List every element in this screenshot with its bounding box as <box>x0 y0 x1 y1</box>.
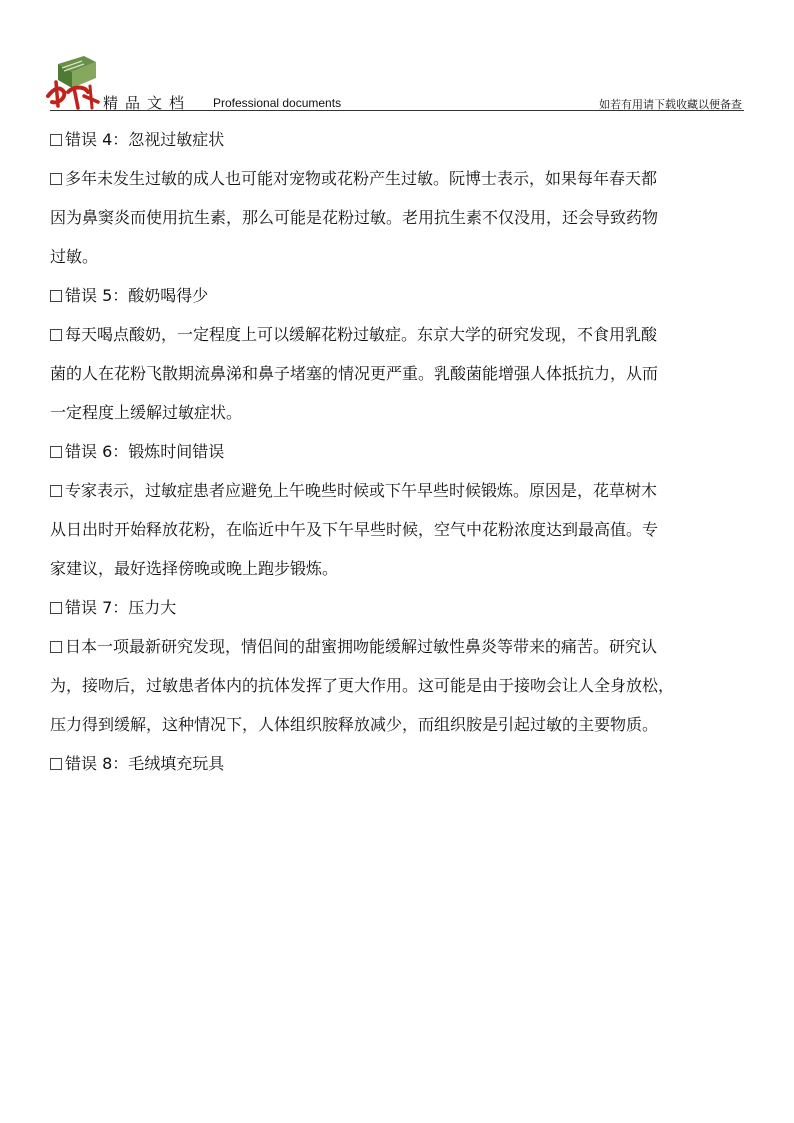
paragraph-line: 过敏。 <box>50 247 99 266</box>
checkbox-bullet-icon <box>50 485 62 497</box>
paragraph-line: 日本一项最新研究发现，情侣间的甜蜜拥吻能缓解过敏性鼻炎等带来的痛苦。研究认 <box>50 627 762 666</box>
checkbox-bullet-icon <box>50 758 62 770</box>
heading-error-7: 错误 7：压力大 <box>50 588 762 627</box>
checkbox-bullet-icon <box>50 446 62 458</box>
page-header <box>0 0 794 112</box>
paragraph-line: 菌的人在花粉飞散期流鼻涕和鼻子堵塞的情况更严重。乳酸菌能增强人体抵抗力，从而 <box>50 364 659 383</box>
brand-subtitle: Professional documents <box>213 96 342 110</box>
paragraph-line: 因为鼻窦炎而使用抗生素，那么可能是花粉过敏。老用抗生素不仅没用，还会导致药物 <box>50 208 659 227</box>
paragraph-line: 多年未发生过敏的成人也可能对宠物或花粉产生过敏。阮博士表示，如果每年春天都 <box>50 159 762 198</box>
paragraph-line: 为，接吻后，过敏患者体内的抗体发挥了更大作用。这可能是由于接吻会让人全身放松， <box>50 676 675 695</box>
checkbox-bullet-icon <box>50 602 62 614</box>
checkbox-bullet-icon <box>50 290 62 302</box>
checkbox-bullet-icon <box>50 134 62 146</box>
paragraph-line: 家建议，最好选择傍晚或晚上跑步锻炼。 <box>50 559 339 578</box>
checkbox-bullet-icon <box>50 173 62 185</box>
header-divider <box>50 110 744 111</box>
checkbox-bullet-icon <box>50 329 62 341</box>
paragraph-line: 从日出时开始释放花粉，在临近中午及下午早些时候，空气中花粉浓度达到最高值。专 <box>50 520 659 539</box>
heading-error-4: 错误 4：忽视过敏症状 <box>50 120 762 159</box>
paragraph-line: 一定程度上缓解过敏症状。 <box>50 403 243 422</box>
document-body <box>50 120 762 783</box>
paragraph-line: 专家表示，过敏症患者应避免上午晚些时候或下午早些时候锻炼。原因是，花草树木 <box>50 471 762 510</box>
checkbox-bullet-icon <box>50 641 62 653</box>
brand-title: 精品文档 <box>103 94 192 112</box>
header-note: 如若有用请下载收藏以便备查 <box>599 98 742 111</box>
paragraph-line: 压力得到缓解，这种情况下，人体组织胺释放减少，而组织胺是引起过敏的主要物质。 <box>50 715 659 734</box>
heading-error-6: 错误 6：锻炼时间错误 <box>50 432 762 471</box>
heading-error-5: 错误 5：酸奶喝得少 <box>50 276 762 315</box>
book-logo-icon <box>44 52 102 110</box>
paragraph-line: 每天喝点酸奶，一定程度上可以缓解花粉过敏症。东京大学的研究发现，不食用乳酸 <box>50 315 762 354</box>
heading-error-8: 错误 8：毛绒填充玩具 <box>50 744 762 783</box>
